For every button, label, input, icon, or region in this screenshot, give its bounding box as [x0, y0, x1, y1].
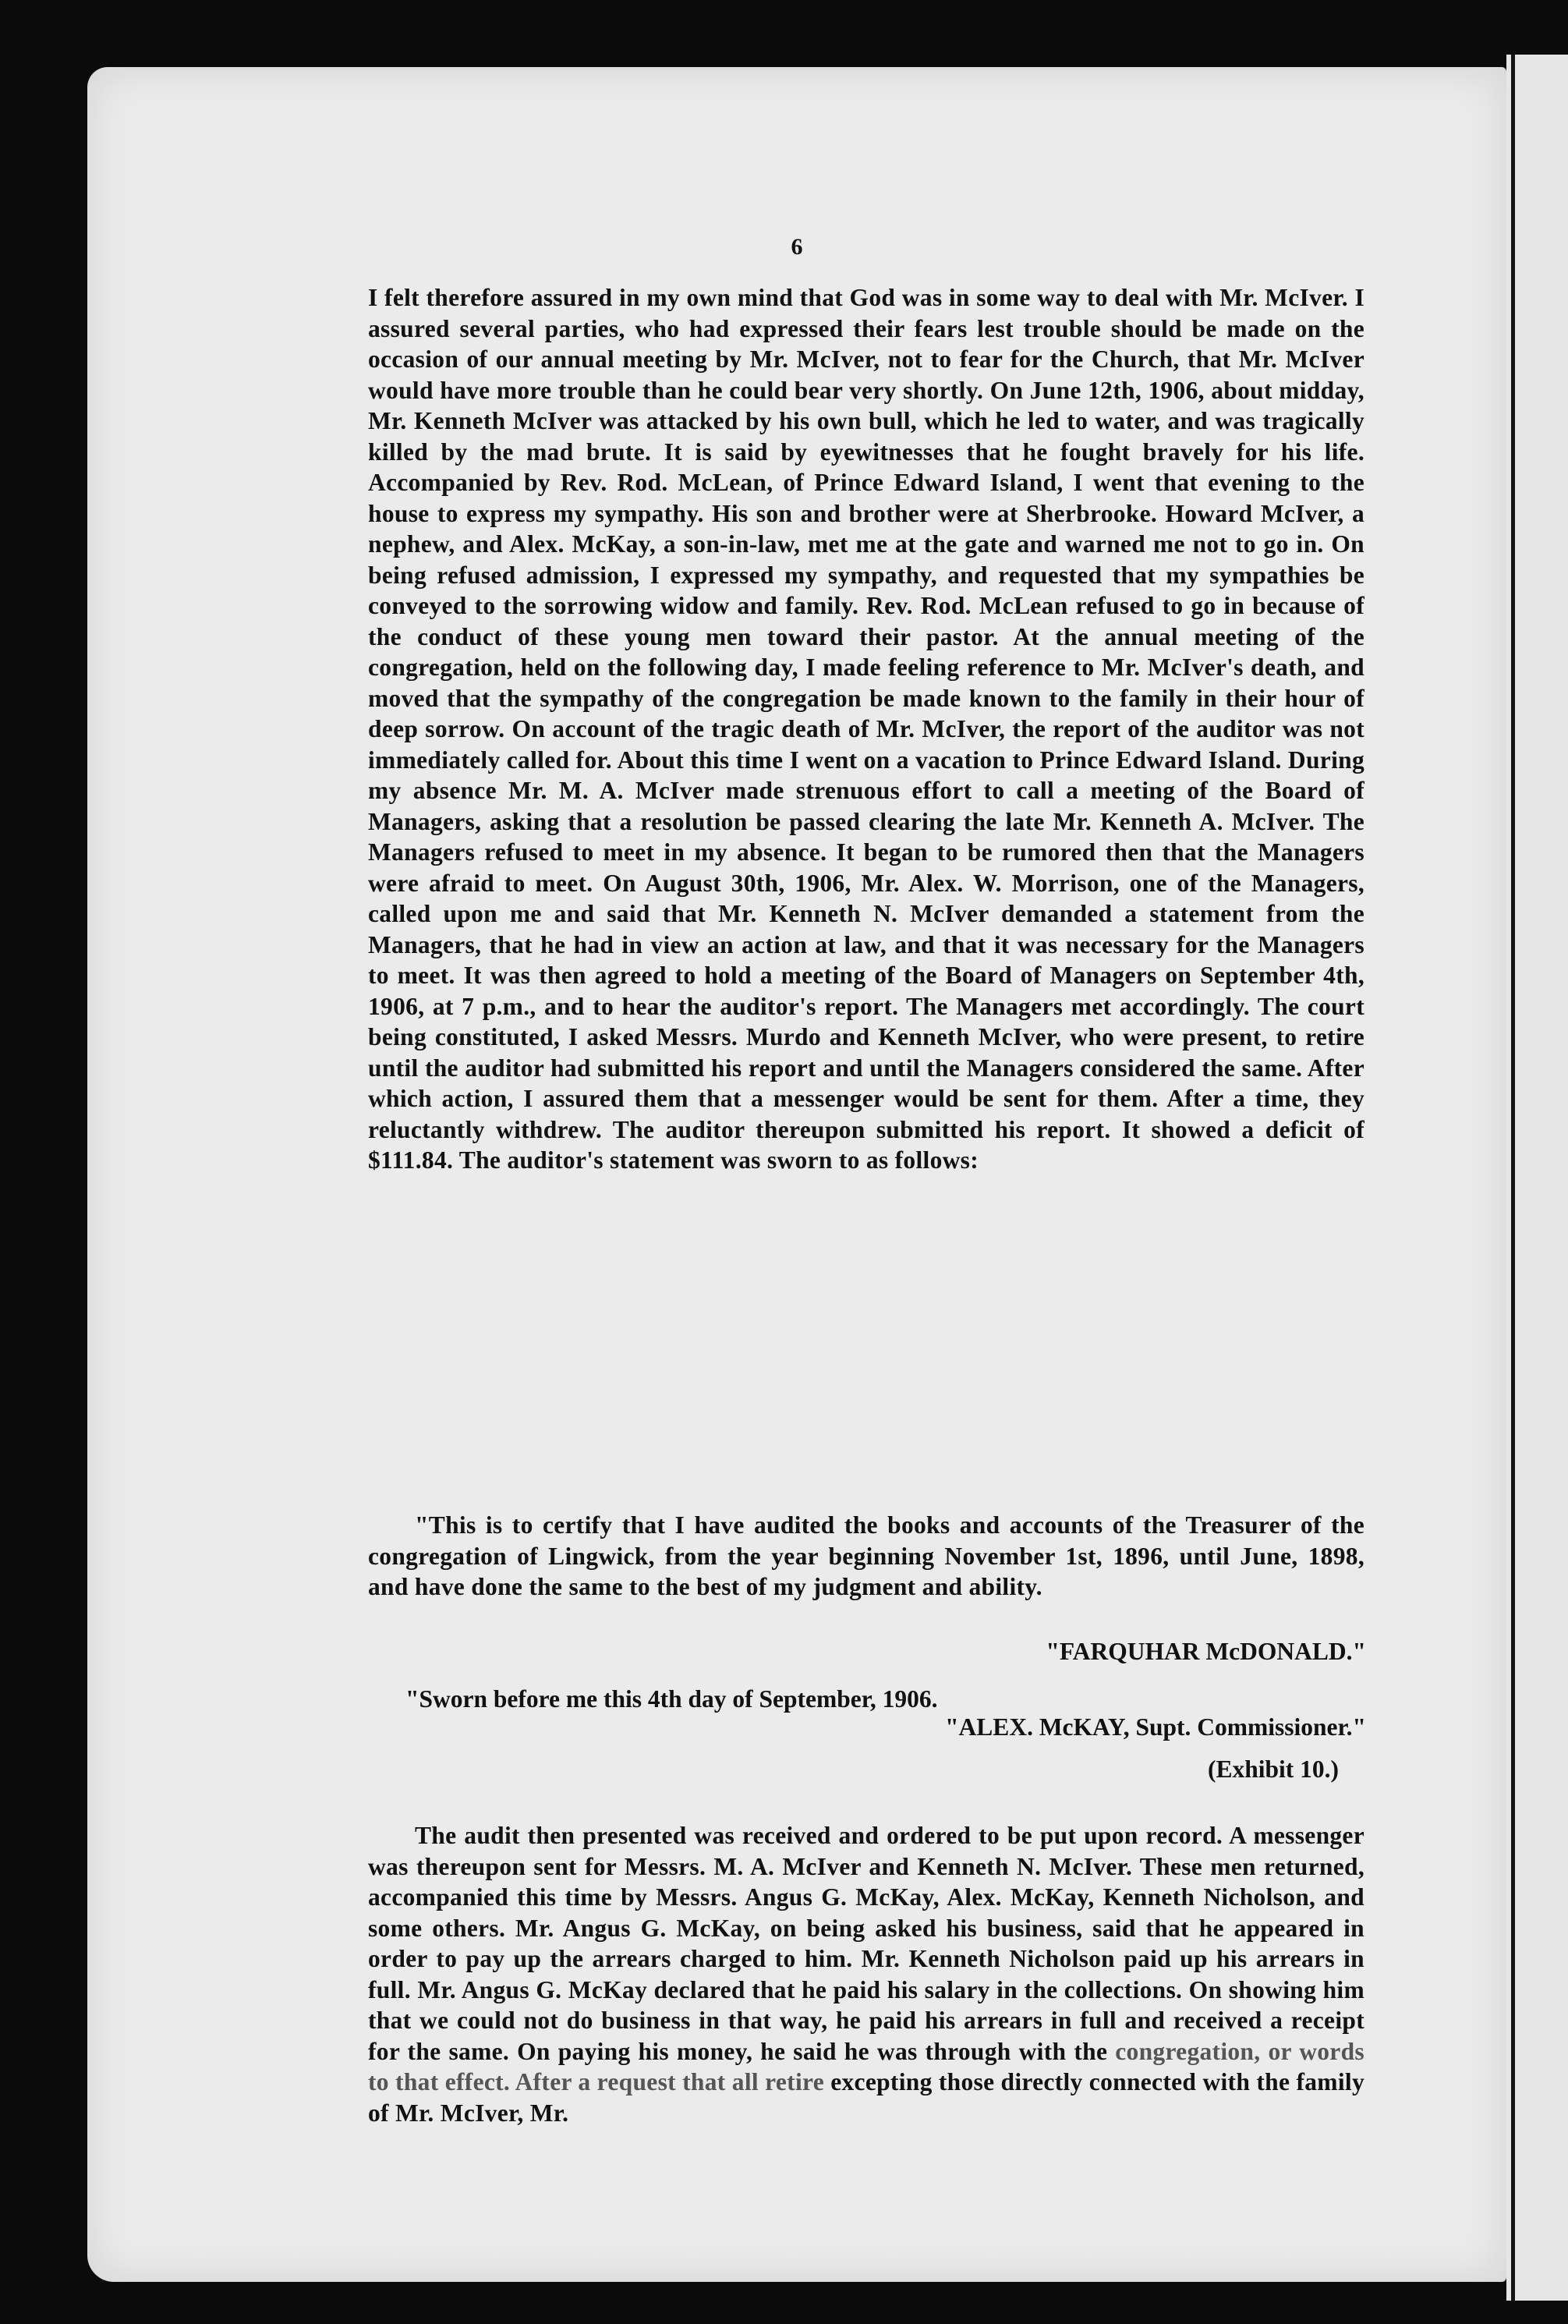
page-number: 6 — [791, 234, 803, 260]
body-paragraph-2-tail: excepting those directly connected with the family of Mr. McIver, Mr. — [368, 2068, 1364, 2127]
body-paragraph-2 — [368, 1820, 1364, 2128]
body-paragraph-2-faded-line: congregation, or words to that effect. After a request that all retire — [368, 2037, 1364, 2095]
auditor-signature: "FARQUHAR McDONALD." — [1046, 1638, 1366, 1665]
body-paragraph-2-main: The audit then presented was received and ordered to be put upon record. A messenger was thereupon sent for Messrs. M. A. McIver and Kenneth N. McIver. These men returned, accompanied this time by Messrs. Angus G. McKay, Alex. McKay, Kenneth Nicholson, and some others. Mr. Angus G. McKay, on being asked his business, said that he appeared in order to pay up the arrears charged to him. Mr. Kenneth Nicholson paid up his arrears in full. Mr. Angus G. McKay declared that he paid his salary in the collections. On showing him that we could not do business in that way, he paid his arrears in full and received a receipt for the same. On paying his money, he said he was through with the — [368, 1822, 1364, 2065]
page-gutter-line — [1511, 55, 1515, 2301]
commissioner-signature: "ALEX. McKAY, Supt. Commissioner." — [945, 1713, 1366, 1741]
document-page — [87, 67, 1506, 2282]
adjacent-page-edge — [1506, 55, 1568, 2301]
body-paragraph-1: I felt therefore assured in my own mind that God was in some way to deal with Mr. McIver. I assured several parties, who had expressed their fears lest trouble should be made on the occasion of our annual meeting by Mr. McIver, not to fear for the Church, that Mr. McIver would have more trouble than he could bear very shortly. On June 12th, 1906, about midday, Mr. Kenneth McIver was attacked by his own bull, which he led to water, and was tragically killed by the mad brute. It is said by eyewitnesses that he fought bravely for his life. Accompanied by Rev. Rod. McLean, of Prince Edward Island, I went that evening to the house to express my sympathy. His son and brother were at Sherbrooke. Howard McIver, a nephew, and Alex. McKay, a son-in-law, met me at the gate and warned me not to go in. On being refused admission, I expressed my sympathy, and requested that my sympathies be conveyed to the sorrowing widow and family. Rev. Rod. McLean refused to go in because of the conduct of these young men toward their pastor. At the annual meeting of the congregation, held on the following day, I made feeling reference to Mr. McIver's death, and moved that the sympathy of the congregation be made known to the family in their hour of deep sorrow. On account of the tragic death of Mr. McIver, the report of the auditor was not immediately called for. About this time I went on a vacation to Prince Edward Island. During my absence Mr. M. A. McIver made strenuous effort to call a meeting of the Board of Managers, asking that a resolution be passed clearing the late Mr. Kenneth A. McIver. The Managers refused to meet in my absence. It began to be rumored then that the Managers were afraid to meet. On August 30th, 1906, Mr. Alex. W. Morrison, one of the Managers, called upon me and said that Mr. Kenneth N. McIver demanded a statement from the Managers, that he had in view an action at law, and that it was necessary for the Managers to meet. It was then agreed to hold a meeting of the Board of Managers on September 4th, 1906, at 7 p.m., and to hear the auditor's report. The Managers met accordingly. The court being constituted, I asked Messrs. Murdo and Kenneth McIver, who were present, to retire until the auditor had submitted his report and until the Managers considered the same. After which action, I assured them that a messenger would be sent for them. After a time, they reluctantly withdrew. The auditor thereupon submitted his report. It showed a deficit of $111.84. The auditor's statement was sworn to as follows: — [368, 284, 1364, 1174]
sworn-line: "Sworn before me this 4th day of September, 1906. — [405, 1685, 938, 1713]
exhibit-reference: (Exhibit 10.) — [1207, 1755, 1339, 1783]
affidavit-quote: "This is to certify that I have audited the books and accounts of the Treasurer of the congregation of Lingwick, from the year beginning November 1st, 1896, until June, 1898, and have done the same to the best of my judgment and ability. — [368, 1511, 1364, 1600]
